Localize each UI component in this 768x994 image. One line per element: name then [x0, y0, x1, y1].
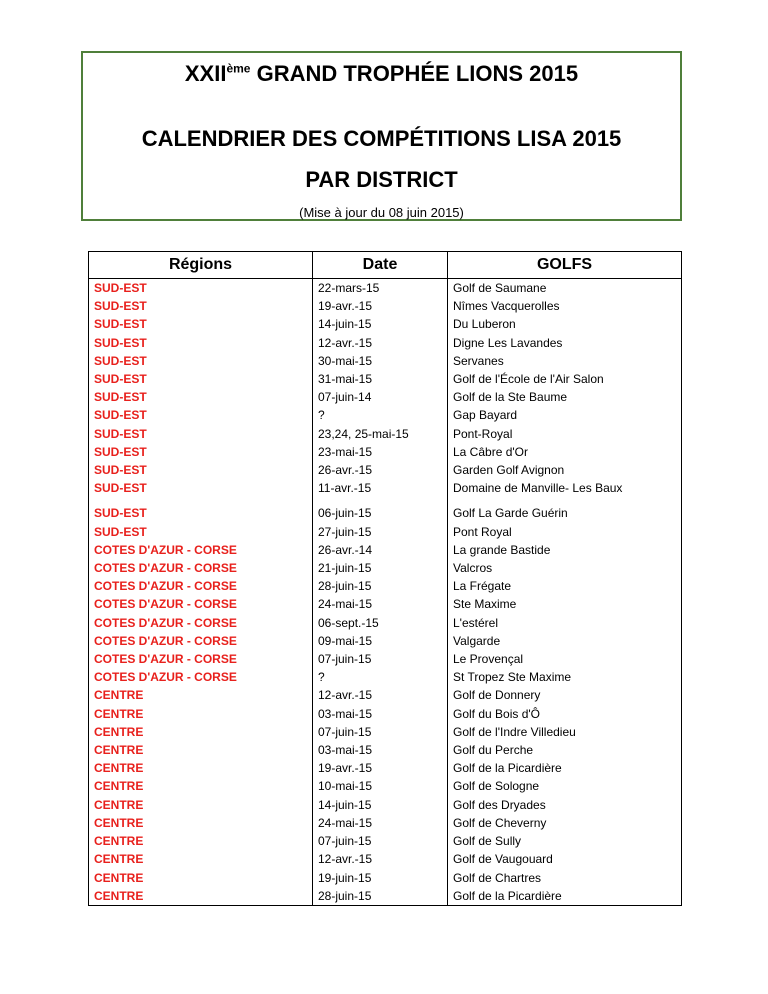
golf-cell: Golf de la Picardière: [448, 759, 682, 777]
region-cell: CENTRE: [89, 759, 313, 777]
date-cell: 06-sept.-15: [313, 614, 448, 632]
table-row: [89, 650, 682, 668]
table-row: [89, 461, 682, 479]
region-cell: SUD-EST: [89, 443, 313, 461]
date-cell: ?: [313, 668, 448, 686]
date-cell: 12-avr.-15: [313, 850, 448, 868]
header-regions: Régions: [89, 252, 313, 279]
date-cell: 07-juin-15: [313, 832, 448, 850]
date-cell: 09-mai-15: [313, 632, 448, 650]
table-body: [89, 279, 682, 906]
update-note: (Mise à jour du 08 juin 2015): [299, 205, 464, 220]
golf-cell: Du Luberon: [448, 315, 682, 333]
spacer-cell: [313, 497, 448, 504]
golf-cell: Golf du Bois d'Ô: [448, 705, 682, 723]
date-cell: 30-mai-15: [313, 352, 448, 370]
date-cell: 24-mai-15: [313, 814, 448, 832]
region-cell: COTES D'AZUR - CORSE: [89, 632, 313, 650]
district-title: PAR DISTRICT: [305, 167, 458, 192]
golf-cell: La Câbre d'Or: [448, 443, 682, 461]
table-row: [89, 352, 682, 370]
golf-cell: Pont-Royal: [448, 425, 682, 443]
region-cell: SUD-EST: [89, 352, 313, 370]
region-cell: COTES D'AZUR - CORSE: [89, 668, 313, 686]
title-superscript: ème: [226, 61, 251, 76]
golf-cell: Nîmes Vacquerolles: [448, 297, 682, 315]
region-cell: CENTRE: [89, 887, 313, 906]
date-cell: 07-juin-14: [313, 388, 448, 406]
table-row: [89, 777, 682, 795]
golf-cell: St Tropez Ste Maxime: [448, 668, 682, 686]
golf-cell: Le Provençal: [448, 650, 682, 668]
date-cell: 19-avr.-15: [313, 759, 448, 777]
region-cell: SUD-EST: [89, 297, 313, 315]
date-cell: 12-avr.-15: [313, 334, 448, 352]
table-row: [89, 705, 682, 723]
golf-cell: Golf de Chartres: [448, 869, 682, 887]
table-row: [89, 504, 682, 522]
region-cell: COTES D'AZUR - CORSE: [89, 614, 313, 632]
region-cell: COTES D'AZUR - CORSE: [89, 559, 313, 577]
date-cell: 26-avr.-15: [313, 461, 448, 479]
region-cell: COTES D'AZUR - CORSE: [89, 595, 313, 613]
golf-cell: L'estérel: [448, 614, 682, 632]
header-golfs: GOLFS: [448, 252, 682, 279]
golf-cell: Golf de Saumane: [448, 279, 682, 298]
table-row: [89, 370, 682, 388]
golf-cell: Golf de l'Indre Villedieu: [448, 723, 682, 741]
golf-cell: Golf des Dryades: [448, 796, 682, 814]
golf-cell: La grande Bastide: [448, 541, 682, 559]
table-row: [89, 759, 682, 777]
title-box: [81, 51, 682, 221]
golf-cell: Golf de Donnery: [448, 686, 682, 704]
region-cell: SUD-EST: [89, 461, 313, 479]
table-row: [89, 406, 682, 424]
calendar-table: [88, 251, 682, 906]
golf-cell: Golf de la Ste Baume: [448, 388, 682, 406]
table-row: [89, 334, 682, 352]
golf-cell: Ste Maxime: [448, 595, 682, 613]
region-cell: SUD-EST: [89, 504, 313, 522]
region-cell: CENTRE: [89, 686, 313, 704]
golf-cell: Golf La Garde Guérin: [448, 504, 682, 522]
date-cell: ?: [313, 406, 448, 424]
table-row: [89, 887, 682, 906]
region-cell: CENTRE: [89, 741, 313, 759]
golf-cell: Valgarde: [448, 632, 682, 650]
date-cell: 23,24, 25-mai-15: [313, 425, 448, 443]
date-cell: 14-juin-15: [313, 796, 448, 814]
date-cell: 19-avr.-15: [313, 297, 448, 315]
golf-cell: Digne Les Lavandes: [448, 334, 682, 352]
main-title: XXIIème GRAND TROPHÉE LIONS 2015: [184, 61, 579, 86]
golf-cell: Golf du Perche: [448, 741, 682, 759]
region-cell: SUD-EST: [89, 388, 313, 406]
table-row: [89, 523, 682, 541]
table-row: [89, 443, 682, 461]
date-cell: 03-mai-15: [313, 741, 448, 759]
table-row: [89, 668, 682, 686]
date-cell: 31-mai-15: [313, 370, 448, 388]
table-row: [89, 595, 682, 613]
region-cell: CENTRE: [89, 869, 313, 887]
header-date: Date: [313, 252, 448, 279]
date-cell: 12-avr.-15: [313, 686, 448, 704]
golf-cell: Golf de Sully: [448, 832, 682, 850]
region-cell: CENTRE: [89, 777, 313, 795]
group-spacer: [89, 497, 682, 504]
table-row: [89, 541, 682, 559]
date-cell: 22-mars-15: [313, 279, 448, 298]
table-header-row: [89, 252, 682, 279]
region-cell: SUD-EST: [89, 479, 313, 497]
region-cell: SUD-EST: [89, 425, 313, 443]
region-cell: CENTRE: [89, 832, 313, 850]
region-cell: SUD-EST: [89, 523, 313, 541]
table-row: [89, 479, 682, 497]
table-row: [89, 577, 682, 595]
region-cell: SUD-EST: [89, 315, 313, 333]
table-row: [89, 315, 682, 333]
golf-cell: La Frégate: [448, 577, 682, 595]
region-cell: SUD-EST: [89, 334, 313, 352]
date-cell: 24-mai-15: [313, 595, 448, 613]
golf-cell: Valcros: [448, 559, 682, 577]
region-cell: COTES D'AZUR - CORSE: [89, 541, 313, 559]
region-cell: CENTRE: [89, 814, 313, 832]
date-cell: 07-juin-15: [313, 723, 448, 741]
date-cell: 11-avr.-15: [313, 479, 448, 497]
table-row: [89, 388, 682, 406]
table-row: [89, 559, 682, 577]
region-cell: CENTRE: [89, 723, 313, 741]
table-row: [89, 832, 682, 850]
table-row: [89, 279, 682, 298]
golf-cell: Garden Golf Avignon: [448, 461, 682, 479]
spacer-cell: [448, 497, 682, 504]
region-cell: SUD-EST: [89, 370, 313, 388]
table-row: [89, 614, 682, 632]
golf-cell: Golf de l'École de l'Air Salon: [448, 370, 682, 388]
region-cell: CENTRE: [89, 850, 313, 868]
region-cell: SUD-EST: [89, 406, 313, 424]
date-cell: 28-juin-15: [313, 887, 448, 906]
golf-cell: Golf de la Picardière: [448, 887, 682, 906]
table-row: [89, 796, 682, 814]
region-cell: CENTRE: [89, 796, 313, 814]
calendar-title: CALENDRIER DES COMPÉTITIONS LISA 2015: [141, 126, 622, 151]
date-cell: 19-juin-15: [313, 869, 448, 887]
date-cell: 03-mai-15: [313, 705, 448, 723]
golf-cell: Domaine de Manville- Les Baux: [448, 479, 682, 497]
region-cell: SUD-EST: [89, 279, 313, 298]
date-cell: 06-juin-15: [313, 504, 448, 522]
spacer-cell: [89, 497, 313, 504]
golf-cell: Golf de Cheverny: [448, 814, 682, 832]
date-cell: 21-juin-15: [313, 559, 448, 577]
golf-cell: Golf de Sologne: [448, 777, 682, 795]
date-cell: 26-avr.-14: [313, 541, 448, 559]
golf-cell: Golf de Vaugouard: [448, 850, 682, 868]
date-cell: 14-juin-15: [313, 315, 448, 333]
table-row: [89, 741, 682, 759]
table-row: [89, 814, 682, 832]
date-cell: 07-juin-15: [313, 650, 448, 668]
golf-cell: Pont Royal: [448, 523, 682, 541]
table-row: [89, 686, 682, 704]
date-cell: 23-mai-15: [313, 443, 448, 461]
table-row: [89, 632, 682, 650]
golf-cell: Gap Bayard: [448, 406, 682, 424]
table-row: [89, 869, 682, 887]
golf-cell: Servanes: [448, 352, 682, 370]
region-cell: COTES D'AZUR - CORSE: [89, 650, 313, 668]
date-cell: 27-juin-15: [313, 523, 448, 541]
table-row: [89, 425, 682, 443]
date-cell: 10-mai-15: [313, 777, 448, 795]
table-row: [89, 723, 682, 741]
region-cell: CENTRE: [89, 705, 313, 723]
table-row: [89, 850, 682, 868]
region-cell: COTES D'AZUR - CORSE: [89, 577, 313, 595]
table-row: [89, 297, 682, 315]
date-cell: 28-juin-15: [313, 577, 448, 595]
